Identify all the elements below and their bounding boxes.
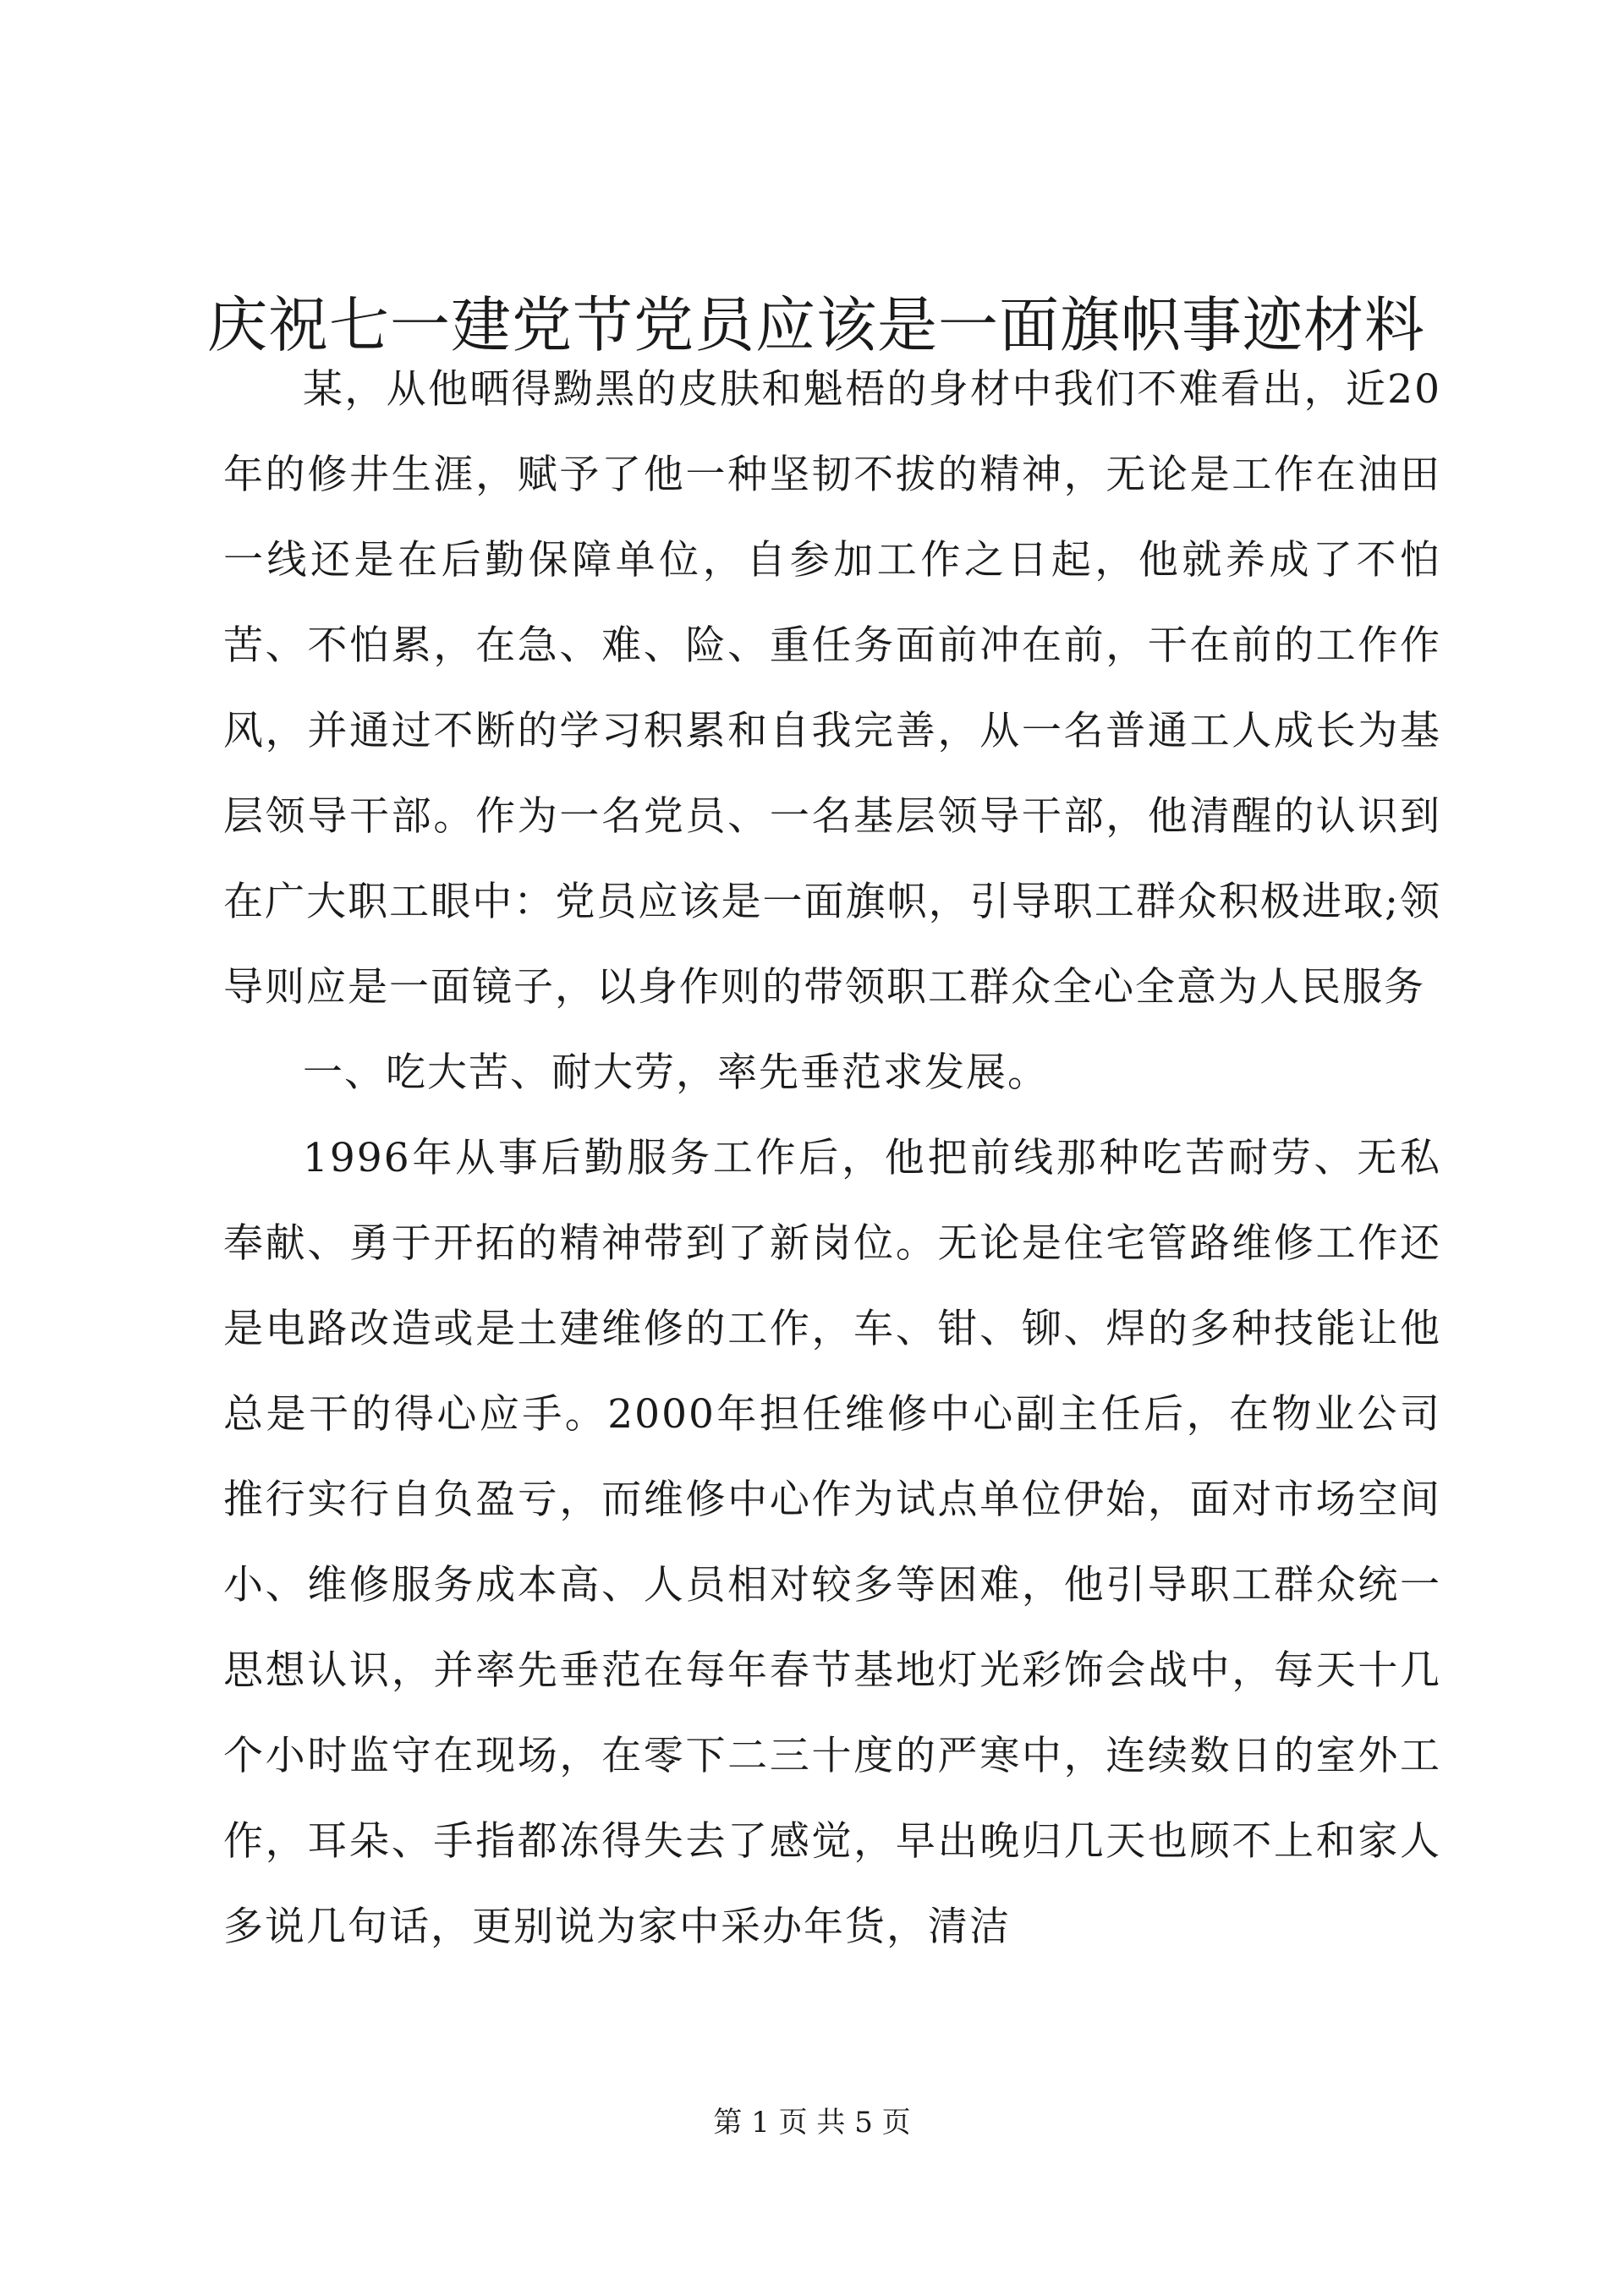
document-title: 庆祝七一建党节党员应该是一面旗帜事迹材料	[207, 290, 1426, 360]
document-body	[223, 347, 1441, 1970]
paragraph-section-1: 1996年从事后勤服务工作后，他把前线那种吃苦耐劳、无私奉献、勇于开拓的精神带到了新岗位。无论是住宅管路维修工作还是电路改造或是土建维修的工作，车、钳、铆、焊的多种技能让他总是干的得心应手。2000年担任维修中心副主任后，在物业公司推行实行自负盈亏，而维修中心作为试点单位伊始，面对市场空间小、维修服务成本高、人员相对较多等困难，他引导职工群众统一思想认识，并率先垂范在每年春节基地灯光彩饰会战中，每天十几个小时监守在现场，在零下二三十度的严寒中，连续数日的室外工作，耳朵、手指都冻得失去了感觉，早出晚归几天也顾不上和家人多说几句话，更别说为家中采办年货，清洁	[223, 1135, 1441, 1950]
page-footer: 第 1 页 共 5 页	[713, 2106, 911, 2140]
paragraph-intro: 某，从他晒得黝黑的皮肤和魁梧的身材中我们不难看出，近20年的修井生涯，赋予了他一种坚韧不拔的精神，无论是工作在油田一线还是在后勤保障单位，自参加工作之日起，他就养成了不怕苦、不怕累，在急、难、险、重任务面前冲在前，干在前的工作作风，并通过不断的学习积累和自我完善，从一名普通工人成长为基层领导干部。作为一名党员、一名基层领导干部，他清醒的认识到在广大职工眼中：党员应该是一面旗帜，引导职工群众积极进取;领导则应是一面镜子，以身作则的带领职工群众全心全意为人民服务	[223, 366, 1441, 1011]
section-heading-1: 一、吃大苦、耐大劳，率先垂范求发展。	[303, 1049, 1049, 1096]
